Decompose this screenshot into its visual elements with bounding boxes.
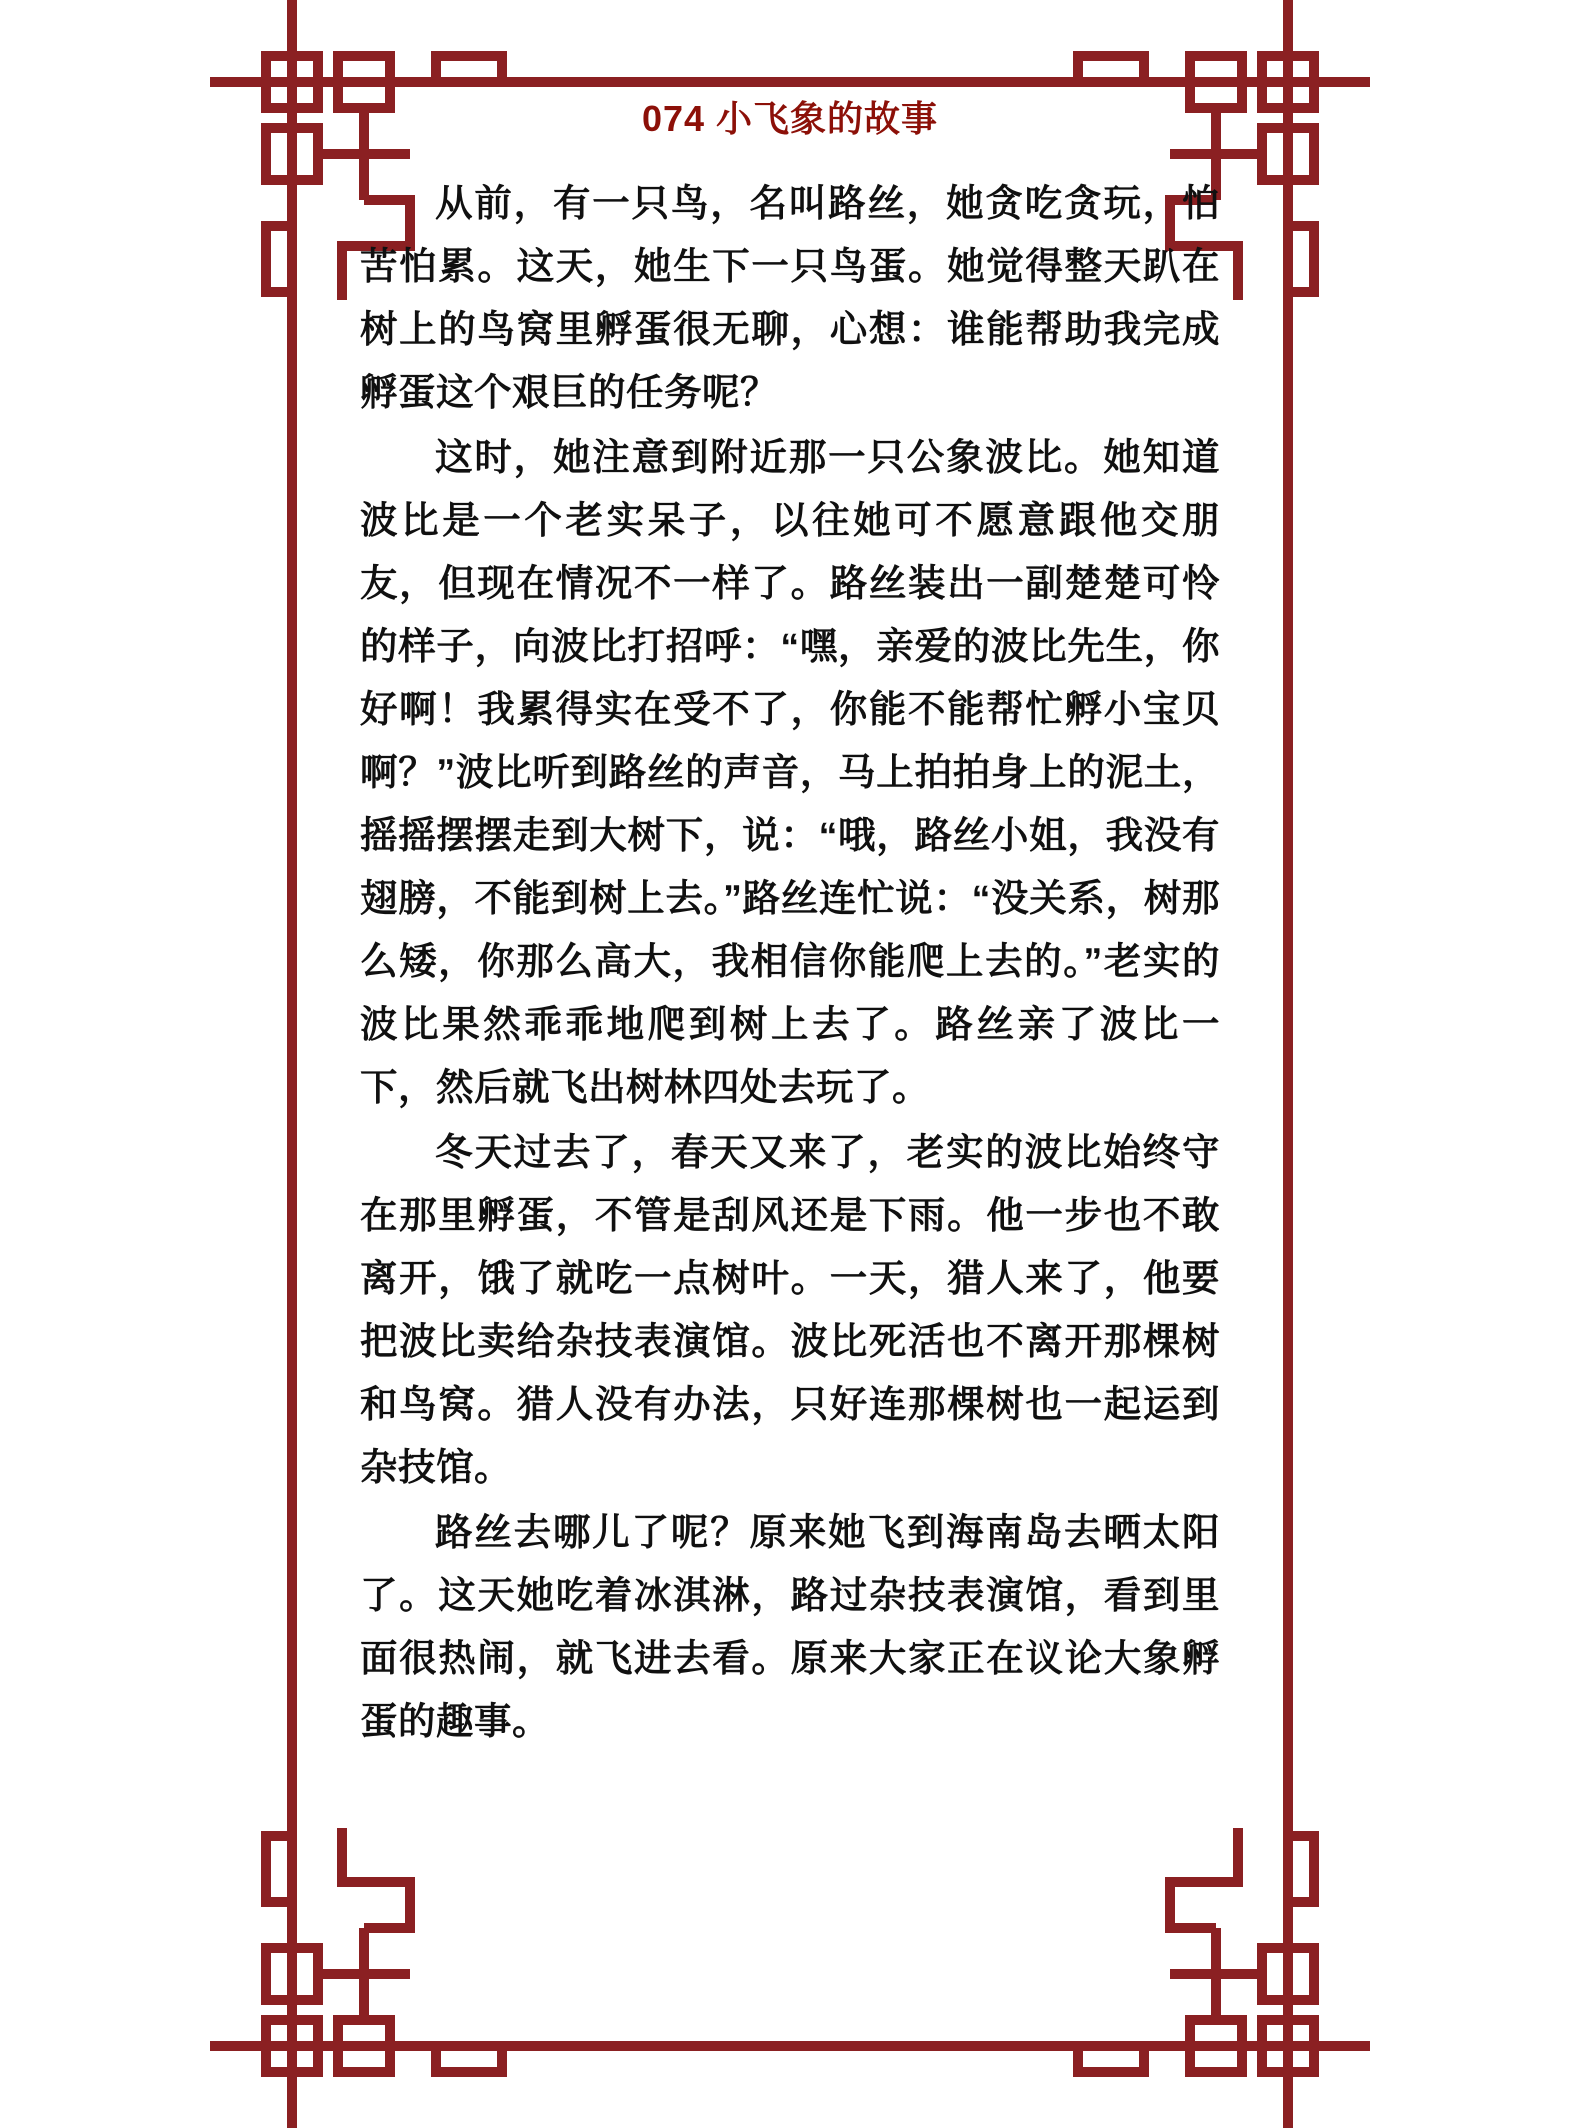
page-title: 074 小飞象的故事: [641, 98, 939, 139]
page-content: [360, 92, 1220, 1755]
story-paragraph: 从前，有一只鸟，名叫路丝，她贪吃贪玩，怕苦怕累。这天，她生下一只鸟蛋。她觉得整天趴在树上的鸟窝里孵蛋很无聊，心想：谁能帮助我完成孵蛋这个艰巨的任务呢？: [360, 182, 1220, 413]
story-page: [210, 0, 1370, 2128]
story-body: [360, 172, 1220, 1753]
story-paragraph: 冬天过去了，春天又来了，老实的波比始终守在那里孵蛋，不管是刮风还是下雨。他一步也不敢离开，饿了就吃一点树叶。一天，猎人来了，他要把波比卖给杂技表演馆。波比死活也不离开那棵树和鸟窝。猎人没有办法，只好连那棵树也一起运到杂技馆。: [360, 1131, 1220, 1488]
story-paragraph: 这时，她注意到附近那一只公象波比。她知道波比是一个老实呆子，以往她可不愿意跟他交朋友，但现在情况不一样了。路丝装出一副楚楚可怜的样子，向波比打招呼：“嘿，亲爱的波比先生，你好啊！我累得实在受不了，你能不能帮忙孵小宝贝啊？”波比听到路丝的声音，马上拍拍身上的泥土，摇摇摆摆走到大树下，说：“哦，路丝小姐，我没有翅膀，不能到树上去。”路丝连忙说：“没关系，树那么矮，你那么高大，我相信你能爬上去的。”老实的波比果然乖乖地爬到树上去了。路丝亲了波比一下，然后就飞出树林四处去玩了。: [360, 436, 1220, 1108]
story-paragraph: 路丝去哪儿了呢？原来她飞到海南岛去晒太阳了。这天她吃着冰淇淋，路过杂技表演馆，看到里面很热闹，就飞进去看。原来大家正在议论大象孵蛋的趣事。: [360, 1511, 1220, 1742]
